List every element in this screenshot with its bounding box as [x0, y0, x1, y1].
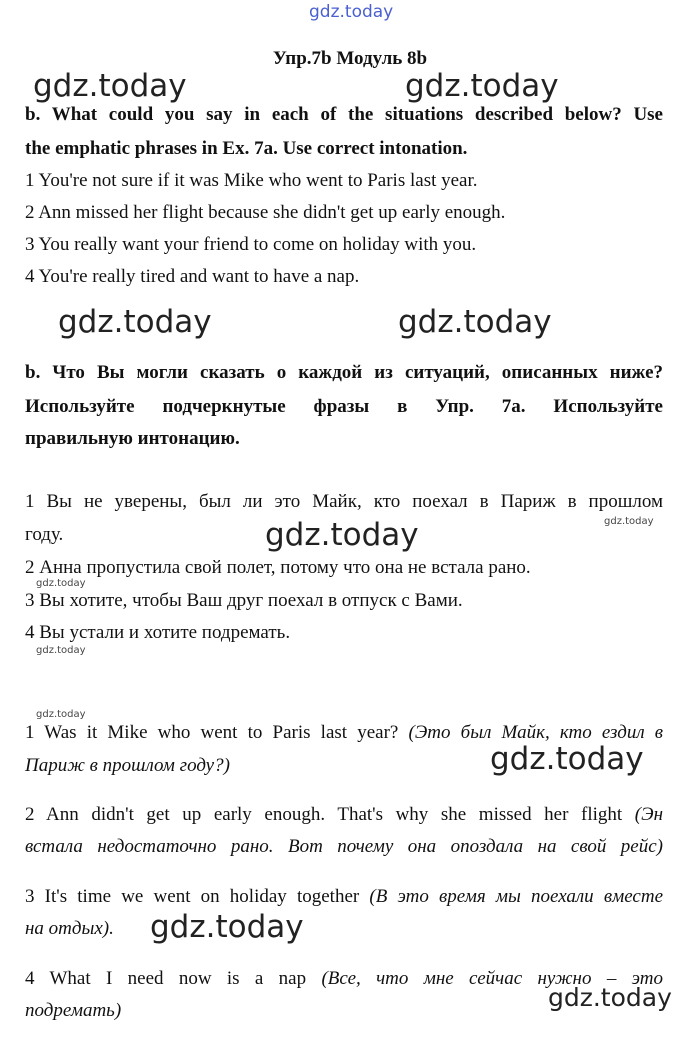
answer-3-ru: (В это время мы поехали вместе [369, 886, 663, 907]
page-title: Упр.7b Модуль 8b [272, 48, 428, 69]
watermark: gdz.today [33, 68, 187, 104]
answer-1-ru-cont: Париж в прошлом году?) [25, 755, 230, 776]
watermark-small: gdz.today [36, 578, 86, 589]
task-item-ru: 1 Вы не уверены, был ли это Майк, кто поехал в Париж в прошлом [25, 491, 663, 512]
answer-3-en: 3 It's time we went on holiday together [25, 886, 360, 907]
task-heading-ru: правильную интонацию. [25, 428, 240, 449]
answer-4-ru-cont: подремать) [25, 1000, 122, 1021]
watermark: gdz.today [490, 741, 644, 777]
watermark: gdz.today [405, 68, 559, 104]
task-heading-ru: b. Что Вы могли сказать о каждой из ситуаций, описанных ниже? [25, 362, 663, 383]
answer-1 [25, 722, 663, 744]
task-heading-ru: Используйте подчеркнутые фразы в Упр. 7a. Используйте [25, 396, 663, 417]
answer-4-en: 4 What I need now is a nap [25, 968, 307, 989]
task-item-ru: 4 Вы устали и хотите подремать. [25, 622, 291, 643]
answer-3 [25, 886, 663, 908]
answer-4 [25, 968, 663, 990]
watermark: gdz.today [58, 304, 212, 340]
answer-2-ru: (Эн [634, 804, 663, 825]
task-item-ru: 2 Анна пропустила свой полет, потому что она не встала рано. [25, 557, 531, 578]
watermark: gdz.today [548, 983, 672, 1012]
answer-1-en: 1 Was it Mike who went to Paris last year? [25, 722, 399, 743]
answer-2 [25, 804, 663, 826]
watermark-small: gdz.today [36, 645, 86, 656]
task-heading-en: b. What could you say in each of the situations described below? Use [25, 104, 663, 125]
task-item-ru: 3 Вы хотите, чтобы Ваш друг поехал в отпуск с Вами. [25, 590, 463, 611]
task-item-en: 2 Ann missed her flight because she didn't get up early enough. [25, 202, 506, 223]
task-item-en: 3 You really want your friend to come on holiday with you. [25, 234, 477, 255]
watermark-small: gdz.today [36, 709, 86, 720]
watermark: gdz.today [150, 909, 304, 945]
task-item-en: 4 You're really tired and want to have a nap. [25, 266, 360, 287]
answer-3-ru-cont: на отдых). [25, 918, 114, 939]
watermark-small: gdz.today [604, 516, 654, 527]
answer-1-ru: (Это был Майк, кто ездил в [408, 722, 664, 743]
task-heading-en: the emphatic phrases in Ex. 7a. Use correct intonation. [25, 138, 468, 159]
watermark-top: gdz.today [309, 2, 394, 22]
answer-2-en: 2 Ann didn't get up early enough. That's why she missed her flight [25, 804, 623, 825]
task-item-ru: году. [25, 524, 64, 545]
watermark: gdz.today [265, 517, 419, 553]
task-item-en: 1 You're not sure if it was Mike who went to Paris last year. [25, 170, 478, 191]
answer-4-ru: (Все, что мне сейчас нужно – это [321, 968, 664, 989]
answer-2-ru-cont: встала недостаточно рано. Вот почему она опоздала на свой рейс) [25, 836, 663, 857]
watermark: gdz.today [398, 304, 552, 340]
